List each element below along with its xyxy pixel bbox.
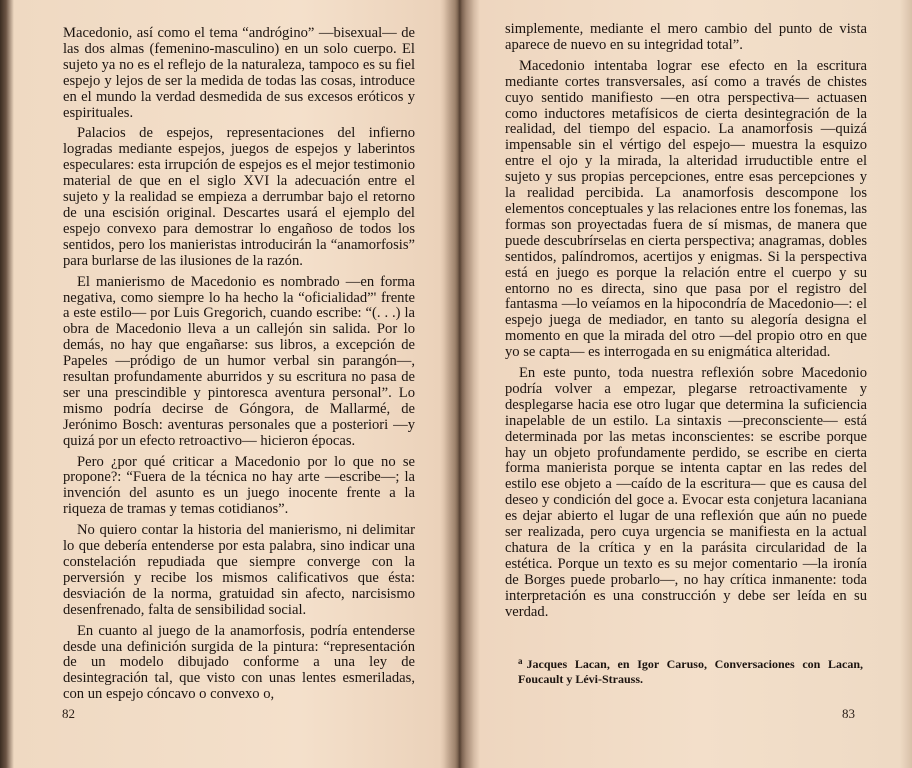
paragraph: Pero ¿por qué criticar a Macedonio por lo que no se propone?: “Fuera de la técnica no hay arte —escribe—; la invención del asunto es un juego inocente frente a la riqueza de tramas y temas cotidianos”. — [63, 453, 415, 518]
paragraph: No quiero contar la historia del manierismo, ni delimitar lo que debería entenderse por esta palabra, sino indicar una constelación repudiada que siempre converge con la perversión y recibe los mismos calificativos que ésta: desviación de la norma, gratuidad sin afecto, narcisismo desenfrenado, falta de sensibilidad social. — [63, 522, 415, 618]
footnote-text: Jacques Lacan, en Igor Caruso, Conversaciones con Lacan, Foucault y Lévi-Strauss. — [518, 657, 863, 686]
paragraph: En cuanto al juego de la anamorfosis, podría entenderse desde una definición surgida de la pintura: “representación de un modelo dibujado conforme a una ley de desintegración tal, que visto con unas lentes esmeriladas, con un espejo cóncavo o convexo o, — [63, 622, 415, 703]
right-page-text — [505, 22, 867, 626]
paragraph: Palacios de espejos, representaciones del infierno logradas mediante espejos, juegos de espejos y laberintos especulares: esta irrupción de espejos es el mejor testimonio material de que en el siglo XVI la adecuación entre el sujeto y la realidad se empieza a derrumbar bajo el retorno de una escisión original. Descartes usará el ejemplo del espejo convexo para demostrar lo engañoso de todos los sentidos, pero los manieristas introducirán la “anamorfosis” para burlarse de las ilusiones de la razón. — [63, 125, 415, 269]
right-page — [460, 0, 912, 768]
page-number: 82 — [62, 706, 75, 721]
footnote-mark: a — [518, 656, 523, 666]
footnote — [518, 654, 863, 687]
paragraph: Macedonio, así como el tema “andrógino” —bisexual— de las dos almas (femenino-masculino) en un solo cuerpo. El sujeto ya no es el reflejo de la naturaleza, tampoco es su fiel espejo y lejos de ser la medida de todas las cosas, introduce en el mundo la verdad desmedida de sus excesos eróticos y espirituales. — [63, 25, 415, 121]
left-page-text — [63, 26, 415, 708]
paragraph: simplemente, mediante el mero cambio del punto de vista aparece de nuevo en su integridad total”. — [505, 21, 867, 53]
paragraph: Macedonio intentaba lograr ese efecto en la escritura mediante cortes transversales, así como a través de chistes cuyo sentido manifiesto —en otra perspectiva— actuasen como inductores metafísicos de cierta desintegración de la realidad, del tiempo del espacio. La anamorfosis —quizá impensable sin el vértigo del espejo— muestra la esquizo entre el ojo y la mirada, la alteridad irruductible entre el sujeto y sus propias percepciones, entre esas percepciones y la realidad percibida. La anamorfosis descompone los elementos conceptuales y las relaciones entre los fonemas, las formas son proyectadas fuera de sí mismas, de manera que puede descubrírselas en cierta perspectiva; anagramas, dobles sentidos, palíndromos, acertijos y enigmas. Si la perspectiva está en juego es porque la relación entre el cuerpo y su entorno no es directa, sino que pasa por el registro del fantasma —lo veíamos en la hipocondría de Macedonio—: el espejo juega de mediador, en tanto su alegoría designa el momento en que la mirada del otro —del propio otro en que yo se capta— es interrogada en su enigmática alteridad. — [505, 57, 867, 361]
paragraph: En este punto, toda nuestra reflexión sobre Macedonio podría volver a empezar, plegarse retroactivamente y desplegarse hacia ese otro lugar que determina la suficiencia inapelable de un estilo. La sintaxis —preconsciente— está determinada por las metas inconscientes: se escribe porque hay un objeto profundamente perdido, se escribe en cierta forma manierista porque se intenta captar en las redes del estilo ese objeto a —caído de la escritura— que es causa del deseo y condición del goce a. Evocar esta conjetura lacaniana es dejar abierto el lugar de una reflexión que aún no puede ser realizada, pero cuya urgencia se manifiesta en la actual chatura de la crítica y en la parásita circularidad de la estética. Porque un texto es su mejor comentario —la ironía de Borges puede probarlo—, no hay crítica inmanente: toda interpretación es una construcción y debe ser leída en su verdad. — [505, 365, 867, 620]
page-number: 83 — [842, 706, 855, 721]
paragraph: El manierismo de Macedonio es nombrado —en forma negativa, como siempre lo ha hecho la “oficialidad”' frente a este estilo— por Luis Gregorich, cuando escribe: “(. . .) la obra de Macedonio lleva a un callejón sin salida. Por lo demás, no hay que engañarse: sus libros, a excepción de Papeles —pródigo de un humor verbal sin parangón—, resultan profundamente aburridos y su escritura no pasa de ser una prescindible y pintoresca aventura personal”. Lo mismo podría decirse de Góngora, de Mallarmé, de Jerónimo Bosch: aventuras personales que a posteriori —y quizá por un efecto retroactivo— hicieron épocas. — [63, 273, 415, 449]
